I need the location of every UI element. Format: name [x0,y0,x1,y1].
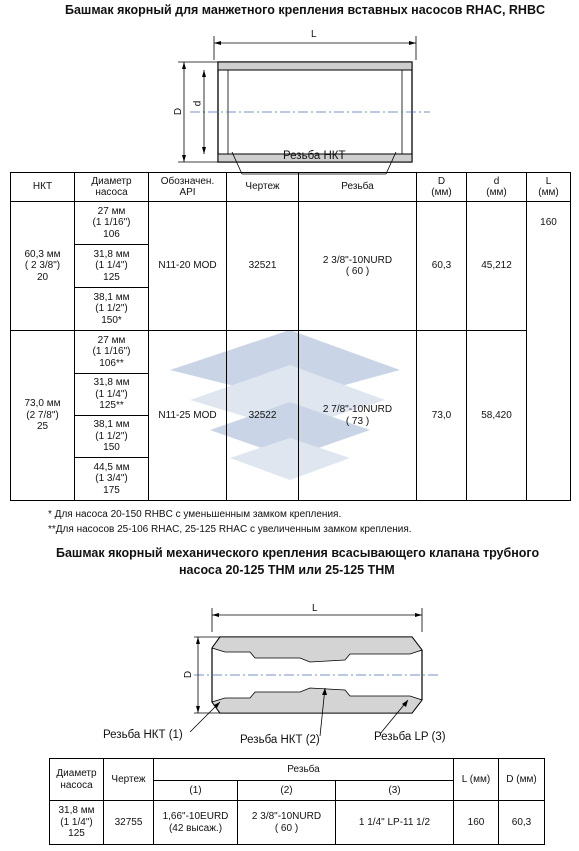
thread-lp-3-callout: Резьба LP (3) [374,731,446,743]
header-drawing: Чертеж [227,173,299,202]
header-pump-diameter: Диаметр насоса [50,759,104,801]
diameter-cell: 38,1 мм (1 1/2") 150* [75,288,149,331]
drawing-cell: 32755 [104,801,154,845]
header-thread: Резьба [154,759,454,781]
thread-2-cell: 2 3/8"-10NURD ( 60 ) [238,801,336,845]
header-pump-diameter: Диаметр насоса [75,173,149,202]
valve-shoe-drawing [180,600,450,750]
section1-title: Башмак якорный для манжетного крепления вставных насосов RHAC, RHBC [65,3,546,17]
L-cell: 160 [527,202,571,501]
section1-table [10,172,571,501]
footnote-double-star: **Для насосов 25-106 RHAC, 25-125 RHAC с увеличенным замком крепления. [48,524,412,535]
L-cell: 160 [454,801,499,845]
thread-nkt-callout: Резьба НКТ [283,150,346,162]
diameter-cell: 38,1 мм (1 1/2") 150 [75,416,149,458]
header-D: D (мм) [499,759,545,801]
section2-title-line1: Башмак якорный механического крепления всасывающего клапана трубного [56,546,540,560]
drawing-cell: 32521 [227,202,299,331]
D-cell: 73,0 [417,331,467,501]
diameter-cell: 44,5 мм (1 3/4") 175 [75,458,149,501]
header-L: L (мм) [454,759,499,801]
table-header-row [50,759,545,781]
header-thread-3: (3) [336,781,454,801]
thread-cell: 2 7/8"-10NURD ( 73 ) [299,331,417,501]
footnote-single-star: * Для насоса 20-150 RHBC с уменьшенным замком крепления. [48,509,342,520]
header-thread-2: (2) [238,781,336,801]
dim-d-label: d [192,100,204,107]
thread-nkt-2-callout: Резьба НКТ (2) [240,734,320,746]
drawing-cell: 32522 [227,331,299,501]
D-cell: 60,3 [417,202,467,331]
d-cell: 58,420 [467,331,527,501]
diameter-cell: 31,8 мм (1 1/4") 125** [75,374,149,416]
header-thread-1: (1) [154,781,238,801]
diameter-cell: 27 мм (1 1/16") 106 [75,202,149,245]
table-header-row [11,173,571,202]
api-cell: N11-25 MOD [149,331,227,501]
header-drawing: Чертеж [104,759,154,801]
header-d: d (мм) [467,173,527,202]
dim-L-label: L [311,29,317,40]
dim-D-label: D [173,107,185,116]
table-row [50,801,545,845]
diameter-cell: 31,8 мм (1 1/4") 125 [50,801,104,845]
header-D: D (мм) [417,173,467,202]
section2-title-line2: насоса 20-125 THM или 25-125 THM [179,563,395,577]
table-row [11,331,571,374]
D-cell: 60,3 [499,801,545,845]
api-cell: N11-20 MOD [149,202,227,331]
nkt-cell: 60,3 мм ( 2 3/8") 20 [11,202,75,331]
dim-L-label-2: L [312,603,318,614]
thread-3-cell: 1 1/4" LP-11 1/2 [336,801,454,845]
header-api-designation: Обозначен. API [149,173,227,202]
header-nkt: НКТ [11,173,75,202]
diameter-cell: 31,8 мм (1 1/4") 125 [75,245,149,288]
thread-cell: 2 3/8"-10NURD ( 60 ) [299,202,417,331]
table-row [11,202,571,245]
header-thread: Резьба [299,173,417,202]
thread-1-cell: 1,66"-10EURD (42 высаж.) [154,801,238,845]
dim-D-label-2: D [183,670,195,679]
header-L: L (мм) [527,173,571,202]
diameter-cell: 27 мм (1 1/16") 106** [75,331,149,374]
nkt-cell: 73,0 мм (2 7/8") 25 [11,331,75,501]
section2-table [49,758,545,845]
thread-nkt-1-callout: Резьба НКТ (1) [103,729,183,741]
d-cell: 45,212 [467,202,527,331]
